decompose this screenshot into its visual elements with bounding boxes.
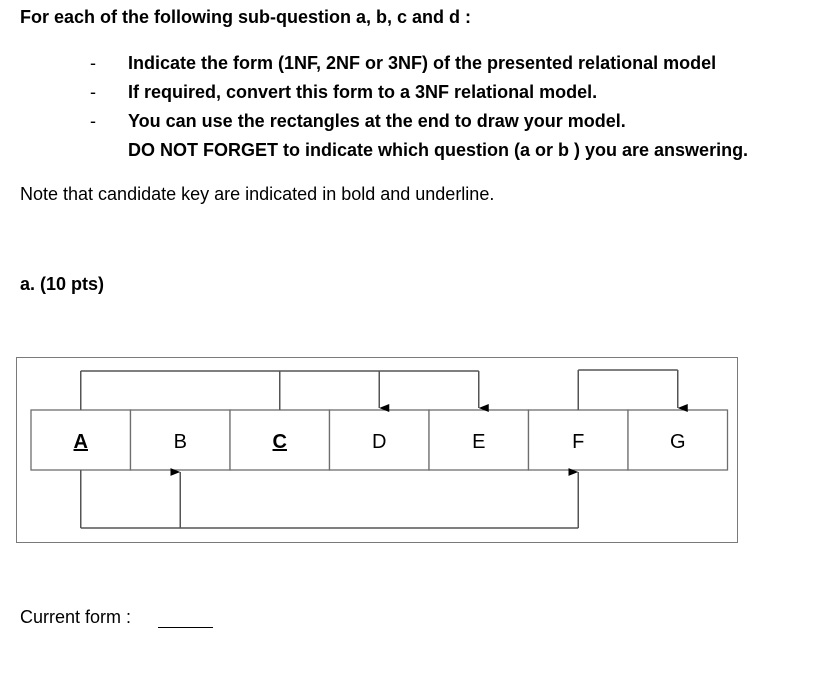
attribute-label-g: G xyxy=(669,431,686,453)
instruction-text: DO NOT FORGET to indicate which question (a or b ) you are answering. xyxy=(128,140,749,160)
instruction-text: If required, convert this form to a 3NF relational model. xyxy=(128,82,598,102)
dependency-diagram-svg xyxy=(17,358,739,544)
question-label: a. (10 pts) xyxy=(20,274,105,294)
attribute-label-a: A xyxy=(73,431,88,453)
attribute-label-b: B xyxy=(173,431,187,453)
instruction-text: You can use the rectangles at the end to draw your model. xyxy=(128,111,626,131)
candidate-key-note: Note that candidate key are indicated in bold and underline. xyxy=(20,184,495,204)
bullet-dash: - xyxy=(90,53,96,73)
attribute-label-e: E xyxy=(472,431,486,453)
attribute-label-d: D xyxy=(372,431,387,453)
bullet-dash: - xyxy=(90,82,96,102)
attribute-label-f: F xyxy=(572,431,585,453)
attribute-label-c: C xyxy=(272,431,287,453)
instruction-text: Indicate the form (1NF, 2NF or 3NF) of the presented relational model xyxy=(128,53,717,73)
current-form-label: Current form : xyxy=(20,607,132,627)
bullet-dash: - xyxy=(90,111,96,131)
dependency-diagram xyxy=(16,357,738,543)
current-form-answer-blank[interactable] xyxy=(158,627,213,628)
page-heading: For each of the following sub-question a, b, c and d : xyxy=(20,7,472,27)
